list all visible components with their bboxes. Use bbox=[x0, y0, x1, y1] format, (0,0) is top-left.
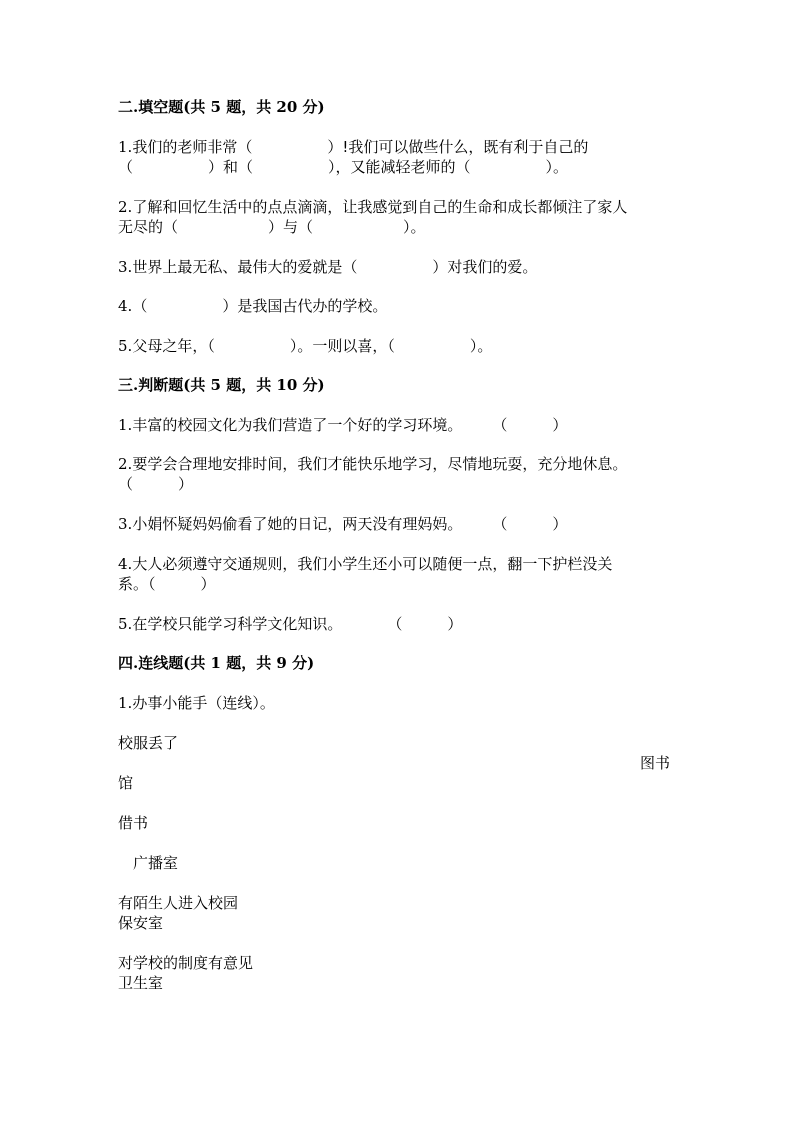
fill-blank-question-4 bbox=[118, 296, 678, 316]
question-text-line: （ ） bbox=[118, 475, 194, 493]
match-item-broadcast-room: 广播室 bbox=[133, 854, 179, 872]
match-item-opinion: 对学校的制度有意见 bbox=[118, 954, 254, 972]
question-number: 5. bbox=[118, 337, 133, 355]
question-text-line: 世界上最无私、最伟大的爱就是（ ）对我们的爱。 bbox=[132, 258, 538, 276]
question-text-line: 我们的老师非常（ ）!我们可以做些什么，既有利于自己的 bbox=[132, 138, 589, 156]
fill-blank-question-2 bbox=[118, 197, 678, 237]
question-text-line: （ ）是我国古代办的学校。 bbox=[132, 297, 388, 315]
question-number: 2. bbox=[118, 455, 133, 473]
question-text-line: 要学会合理地安排时间，我们才能快乐地学习，尽情地玩耍，充分地休息。 bbox=[132, 455, 628, 473]
question-text-line: 系。（ ） bbox=[118, 575, 216, 593]
question-text-line: 办事小能手（连线）。 bbox=[132, 694, 275, 712]
true-false-question-4 bbox=[118, 554, 678, 594]
match-item-library-part2: 馆 bbox=[118, 774, 134, 792]
section-heading-matching: 四.连线题(共 1 题，共 9 分) bbox=[118, 654, 315, 672]
question-number: 3. bbox=[118, 515, 133, 533]
question-text-line: 丰富的校园文化为我们营造了一个好的学习环境。 （ ） bbox=[132, 416, 568, 434]
section-heading-true-false: 三.判断题(共 5 题，共 10 分) bbox=[118, 376, 325, 394]
question-number: 2. bbox=[118, 198, 133, 216]
match-item-lost-uniform: 校服丢了 bbox=[118, 734, 179, 752]
section-heading-fill-blank: 二.填空题(共 5 题，共 20 分) bbox=[118, 98, 325, 116]
question-number: 5. bbox=[118, 615, 133, 633]
question-text-line: 小娟怀疑妈妈偷看了她的日记，两天没有理妈妈。 （ ） bbox=[132, 515, 568, 533]
fill-blank-question-1 bbox=[118, 137, 678, 177]
question-text-line: 大人必须遵守交通规则，我们小学生还小可以随便一点，翻一下护栏没关 bbox=[132, 555, 613, 573]
fill-blank-question-5 bbox=[118, 336, 678, 356]
fill-blank-question-3 bbox=[118, 257, 678, 277]
match-item-library-part1: 图书 bbox=[640, 754, 671, 772]
match-item-borrow-book: 借书 bbox=[118, 814, 149, 832]
question-number: 1. bbox=[118, 416, 133, 434]
matching-question-1 bbox=[118, 693, 678, 713]
match-item-stranger: 有陌生人进入校园 bbox=[118, 894, 239, 912]
question-text-line: 在学校只能学习科学文化知识。 （ ） bbox=[132, 615, 463, 633]
true-false-question-5 bbox=[118, 614, 678, 634]
match-item-clinic: 卫生室 bbox=[118, 974, 164, 992]
true-false-question-3 bbox=[118, 514, 678, 534]
question-text-line: 了解和回忆生活中的点点滴滴，让我感觉到自己的生命和成长都倾注了家人 bbox=[132, 198, 628, 216]
question-text-line: 父母之年，（ ）。一则以喜，（ ）。 bbox=[132, 337, 493, 355]
question-number: 4. bbox=[118, 555, 133, 573]
question-number: 4. bbox=[118, 297, 133, 315]
true-false-question-1 bbox=[118, 415, 678, 435]
question-number: 1. bbox=[118, 138, 133, 156]
true-false-question-2 bbox=[118, 454, 678, 494]
question-number: 3. bbox=[118, 258, 133, 276]
match-item-security-room: 保安室 bbox=[118, 914, 164, 932]
question-text-line: （ ）和（ ），又能减轻老师的（ ）。 bbox=[118, 158, 569, 176]
question-number: 1. bbox=[118, 694, 133, 712]
question-text-line: 无尽的（ ）与（ ）。 bbox=[118, 218, 426, 236]
